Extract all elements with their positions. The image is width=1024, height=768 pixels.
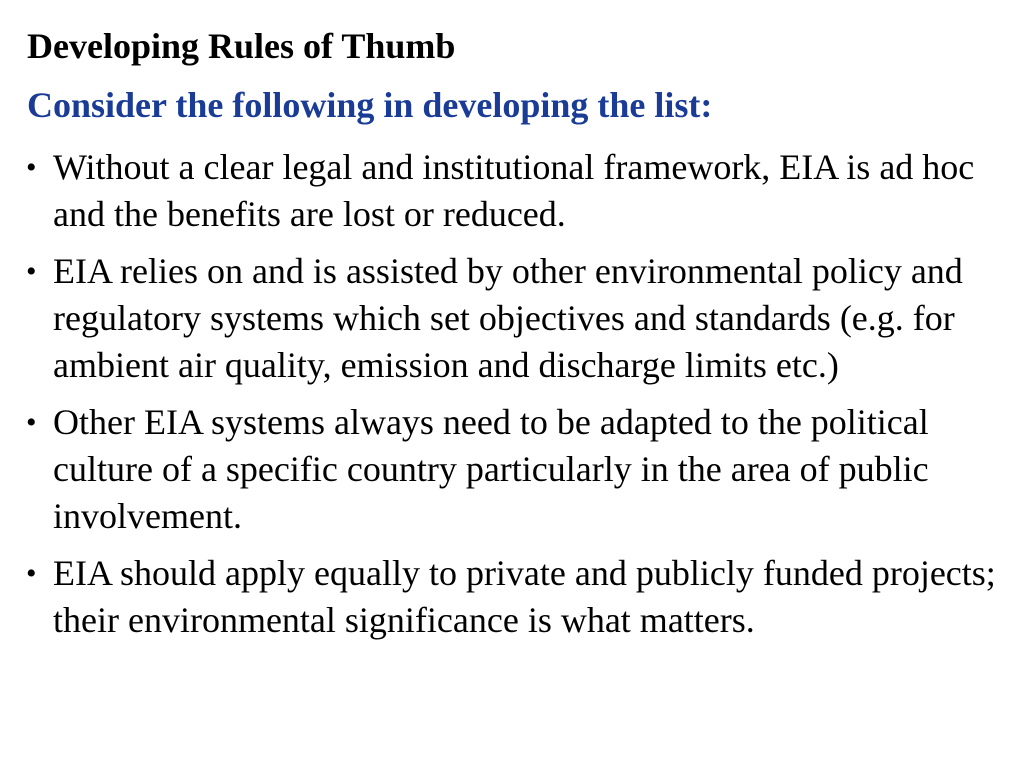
bullet-icon: • <box>26 406 37 439</box>
bullet-icon: • <box>26 557 37 590</box>
bullet-item <box>0 144 1024 238</box>
slide-title: Developing Rules of Thumb <box>27 26 456 66</box>
bullet-text: EIA should apply equally to private and publicly funded projects; their environmental significance is what matters. <box>53 553 996 640</box>
bullet-icon: • <box>26 151 37 184</box>
bullet-list <box>0 144 1024 654</box>
bullet-text: EIA relies on and is assisted by other environmental policy and regulatory systems which set objectives and standards (e.g. for ambient air quality, emission and discharge limits etc.) <box>53 251 963 385</box>
bullet-text: Without a clear legal and institutional framework, EIA is ad hoc and the benefits are lost or reduced. <box>53 147 975 234</box>
bullet-icon: • <box>26 255 37 288</box>
bullet-item <box>0 550 1024 644</box>
slide-subtitle: Consider the following in developing the list: <box>27 85 713 125</box>
bullet-item <box>0 399 1024 540</box>
bullet-text: Other EIA systems always need to be adapted to the political culture of a specific country particularly in the area of public involvement. <box>53 402 929 536</box>
bullet-item <box>0 248 1024 389</box>
